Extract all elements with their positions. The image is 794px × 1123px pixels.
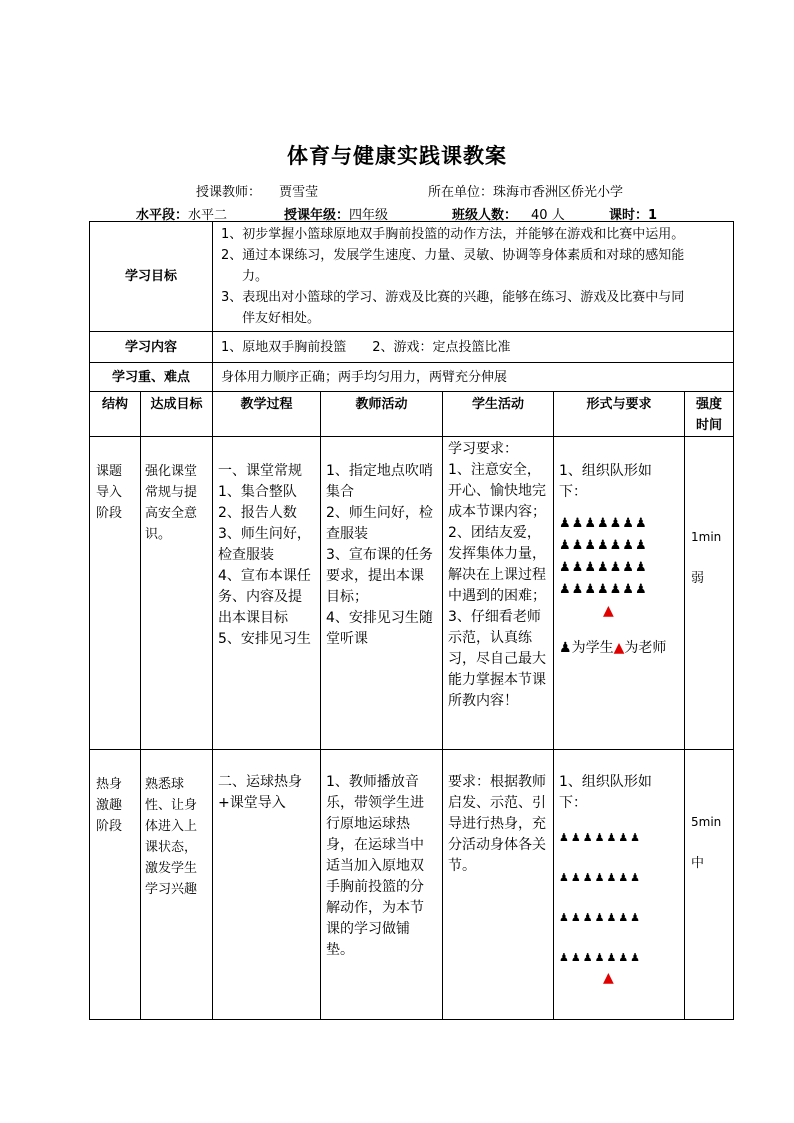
period-label: 课时： (609, 208, 649, 223)
formation-row: ♟♟♟♟♟♟♟ (559, 560, 648, 575)
level-label: 水平段： (136, 208, 189, 223)
teacher-marker: ▲ (603, 603, 614, 619)
teacher-marker: ▲ (603, 970, 614, 986)
unit-label: 所在单位： (428, 185, 494, 200)
form-intro: 1、组织队形如下： (559, 774, 652, 811)
class-size-value: 40 人 (531, 208, 565, 223)
page-title: 体育与健康实践课教案 (287, 144, 507, 168)
col-process: 教学过程 (213, 392, 321, 437)
formation-row: ♟♟♟♟♟♟♟ (559, 951, 643, 964)
legend-teacher: 为老师 (624, 640, 667, 656)
col-form: 形式与要求 (554, 392, 685, 437)
content-label: 学习内容 (90, 332, 213, 363)
col-teacher: 教师活动 (321, 392, 443, 437)
objective-item: 力。 (242, 269, 269, 284)
row-structure: 课题导入阶段 (90, 437, 141, 750)
teacher-symbol: ▲ (613, 640, 625, 656)
keypoints-text: 身体用力顺序正确；两手均匀用力，两臂充分伸展 (213, 363, 734, 392)
grade-value: 四年级 (349, 208, 389, 223)
lesson-plan-table (89, 221, 734, 1020)
unit-info (428, 181, 623, 200)
period-value: 1 (648, 208, 658, 223)
row-intensity: 中 (691, 856, 705, 871)
row-time-intensity (685, 750, 734, 1020)
formation-row: ♟♟♟♟♟♟♟ (559, 516, 648, 531)
formation-row: ♟♟♟♟♟♟♟ (559, 871, 643, 884)
row-process: 一、课堂常规 1、集合整队 2、报告人数 3、师生问好，检查服装 4、宣布本课任务、内容及提出本课目标 5、安排见习生 (213, 437, 321, 750)
formation-row: ♟♟♟♟♟♟♟ (559, 582, 648, 597)
content-text: 1、原地双手胸前投篮 2、游戏：定点投篮比准 (213, 332, 734, 363)
row-goal: 熟悉球性、让身体进入上课状态，激发学生学习兴趣 (141, 750, 213, 1020)
col-intensity: 强度 时间 (685, 392, 734, 437)
teacher-info (196, 181, 318, 200)
row-process: 二、运球热身+课堂导入 (213, 750, 321, 1020)
row-form (554, 750, 685, 1020)
lesson-row-warmup (90, 750, 734, 1020)
row-student-activity: 学习要求： 1、注意安全，开心、愉快地完成本节课内容；2、团结友爱，发挥集体力量，解决在上课过程中遇到的困难；3、仔细看老师示范，认真练习，尽自己最大能力掌握本节课所教内容！ (443, 437, 554, 750)
form-intro: 1、组织队形如下： (559, 463, 652, 500)
formation-row: ♟♟♟♟♟♟♟ (559, 538, 648, 553)
row-time: 5min (691, 815, 722, 829)
legend-student: 为学生 (571, 640, 614, 656)
formation-row: ♟♟♟♟♟♟♟ (559, 911, 643, 924)
row-teacher-activity: 1、指定地点吹哨集合 2、师生问好，检查服装 3、宣布课的任务要求，提出本课目标； 4、安排见习生随堂听课 (321, 437, 443, 750)
row-time-intensity (685, 437, 734, 750)
objectives-text (213, 222, 734, 332)
row-time: 1min (691, 530, 722, 544)
teacher-label: 授课教师： (196, 185, 262, 200)
keypoints-label: 学习重、难点 (90, 363, 213, 392)
formation-row: ♟♟♟♟♟♟♟ (559, 831, 643, 844)
row-student-activity: 要求：根据教师启发、示范、引导进行热身，充分活动身体各关节。 (443, 750, 554, 1020)
content-row (90, 332, 734, 363)
legend (559, 638, 679, 659)
student-symbol: ♟ (559, 640, 572, 656)
level-value: 水平二 (188, 208, 228, 223)
column-header-row (90, 392, 734, 437)
objective-item: 3、表现出对小篮球的学习、游戏及比赛的兴趣，能够在练习、游戏及比赛中与同 (221, 290, 685, 305)
row-teacher-activity: 1、教师播放音乐，带领学生进行原地运球热身，在运球当中适当加入原地双手胸前投篮的分解动作，为本节课的学习做铺垫。 (321, 750, 443, 1020)
col-student: 学生活动 (443, 392, 554, 437)
grade-label: 授课年级： (284, 208, 350, 223)
objective-item: 1、初步掌握小篮球原地双手胸前投篮的动作方法，并能够在游戏和比赛中运用。 (221, 227, 685, 242)
row-form (554, 437, 685, 750)
keypoints-row (90, 363, 734, 392)
lesson-row-intro (90, 437, 734, 750)
row-intensity: 弱 (691, 571, 705, 586)
row-structure: 热身激趣阶段 (90, 750, 141, 1020)
objective-item: 伴友好相处。 (242, 311, 321, 326)
col-structure: 结构 (90, 392, 141, 437)
col-goal: 达成目标 (141, 392, 213, 437)
unit-name: 珠海市香洲区侨光小学 (493, 185, 624, 200)
objective-item: 2、通过本课练习，发展学生速度、力量、灵敏、协调等身体素质和对球的感知能 (221, 248, 685, 263)
teacher-name: 贾雪莹 (279, 185, 319, 200)
row-goal: 强化课堂常规与提高安全意识。 (141, 437, 213, 750)
class-size-label: 班级人数： (452, 208, 518, 223)
objectives-label: 学习目标 (90, 222, 213, 332)
objectives-row (90, 222, 734, 332)
